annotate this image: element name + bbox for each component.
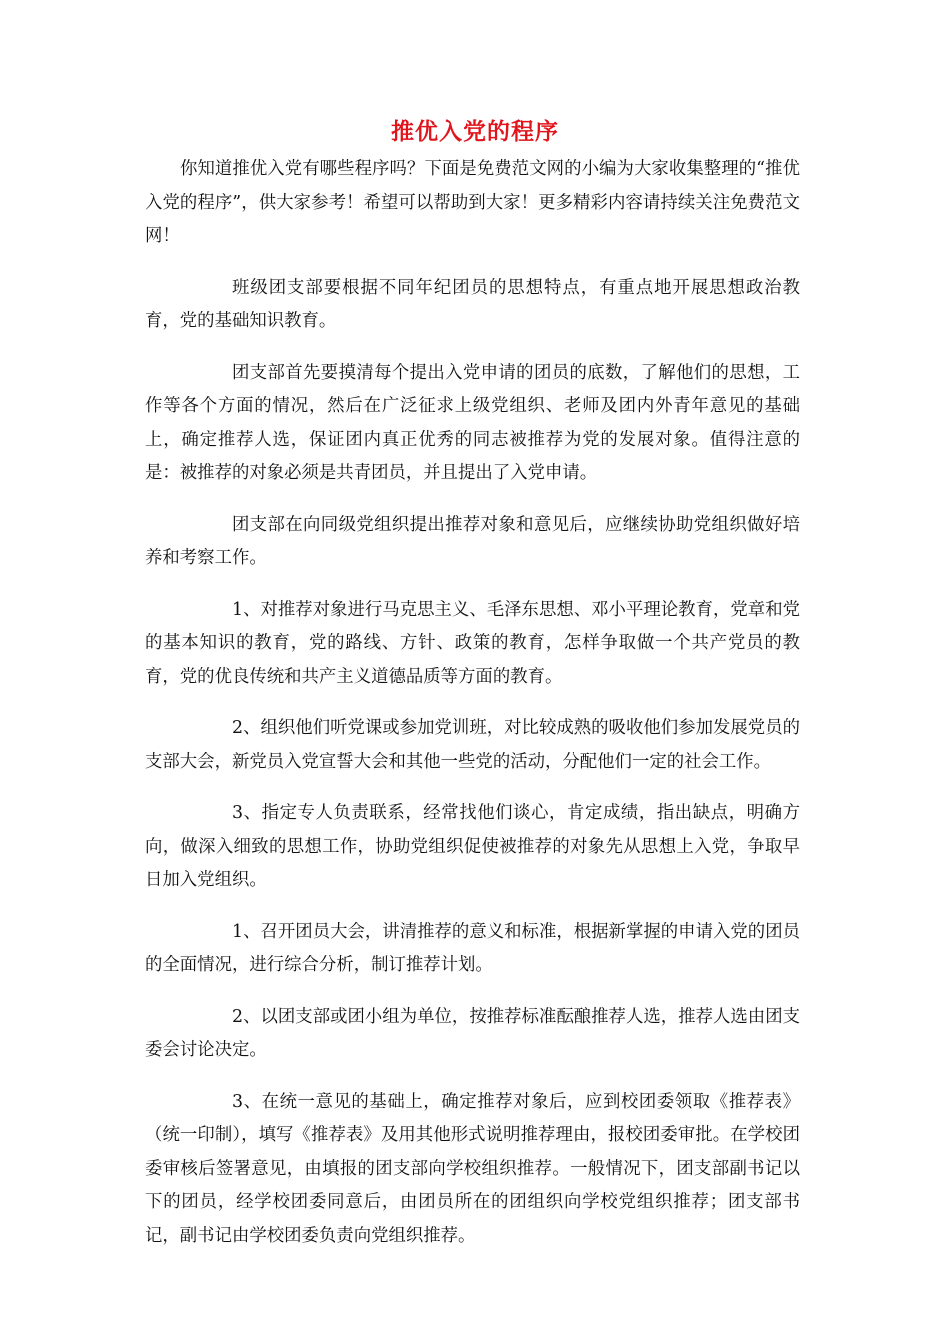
paragraph: 3、在统一意见的基础上，确定推荐对象后，应到校团委领取《推荐表》（统一印制），填写《推荐表》及用其他形式说明推荐理由，报校团委审批。在学校团委审核后签署意见，由填报的团支部向学校组织推荐。一般情况下，团支部副书记以下的团员，经学校团委同意后，由团员所在的团组织向学校党组织推荐；团支部书记，副书记由学校团委负责向党组织推荐。 [145, 1091, 800, 1246]
paragraph: 团支部首先要摸清每个提出入党申请的团员的底数，了解他们的思想，工作等各个方面的情况，然后在广泛征求上级党组织、老师及团内外青年意见的基础上，确定推荐人选，保证团内真正优秀的同志被推荐为党的发展对象。值得注意的是：被推荐的对象必须是共青团员，并且提出了入党申请。 [145, 362, 800, 483]
paragraph: 2、组织他们听党课或参加党训班，对比较成熟的吸收他们参加发展党员的支部大会，新党员入党宣誓大会和其他一些党的活动，分配他们一定的社会工作。 [145, 718, 800, 772]
paragraph: 班级团支部要根据不同年纪团员的思想特点，有重点地开展思想政治教育，党的基础知识教育。 [145, 277, 800, 331]
document-title: 推优入党的程序 [391, 119, 559, 145]
paragraph: 2、以团支部或团小组为单位，按推荐标准酝酿推荐人选，推荐人选由团支委会讨论决定。 [145, 1006, 800, 1060]
paragraph: 3、指定专人负责联系，经常找他们谈心，肯定成绩，指出缺点，明确方向，做深入细致的思想工作，协助党组织促使被推荐的对象先从思想上入党，争取早日加入党组织。 [145, 803, 800, 890]
paragraph: 1、召开团员大会，讲清推荐的意义和标准，根据新掌握的申请入党的团员的全面情况，进行综合分析，制订推荐计划。 [145, 921, 800, 975]
document-body [145, 153, 800, 1271]
paragraph: 1、对推荐对象进行马克思主义、毛泽东思想、邓小平理论教育，党章和党的基本知识的教育，党的路线、方针、政策的教育，怎样争取做一个共产党员的教育，党的优良传统和共产主义道德品质等方面的教育。 [145, 599, 800, 687]
paragraph: 团支部在向同级党组织提出推荐对象和意见后，应继续协助党组织做好培养和考察工作。 [145, 514, 800, 568]
paragraph-intro: 你知道推优入党有哪些程序吗？下面是免费范文网的小编为大家收集整理的“推优入党的程序”，供大家参考！希望可以帮助到大家！更多精彩内容请持续关注免费范文网！ [145, 159, 800, 246]
